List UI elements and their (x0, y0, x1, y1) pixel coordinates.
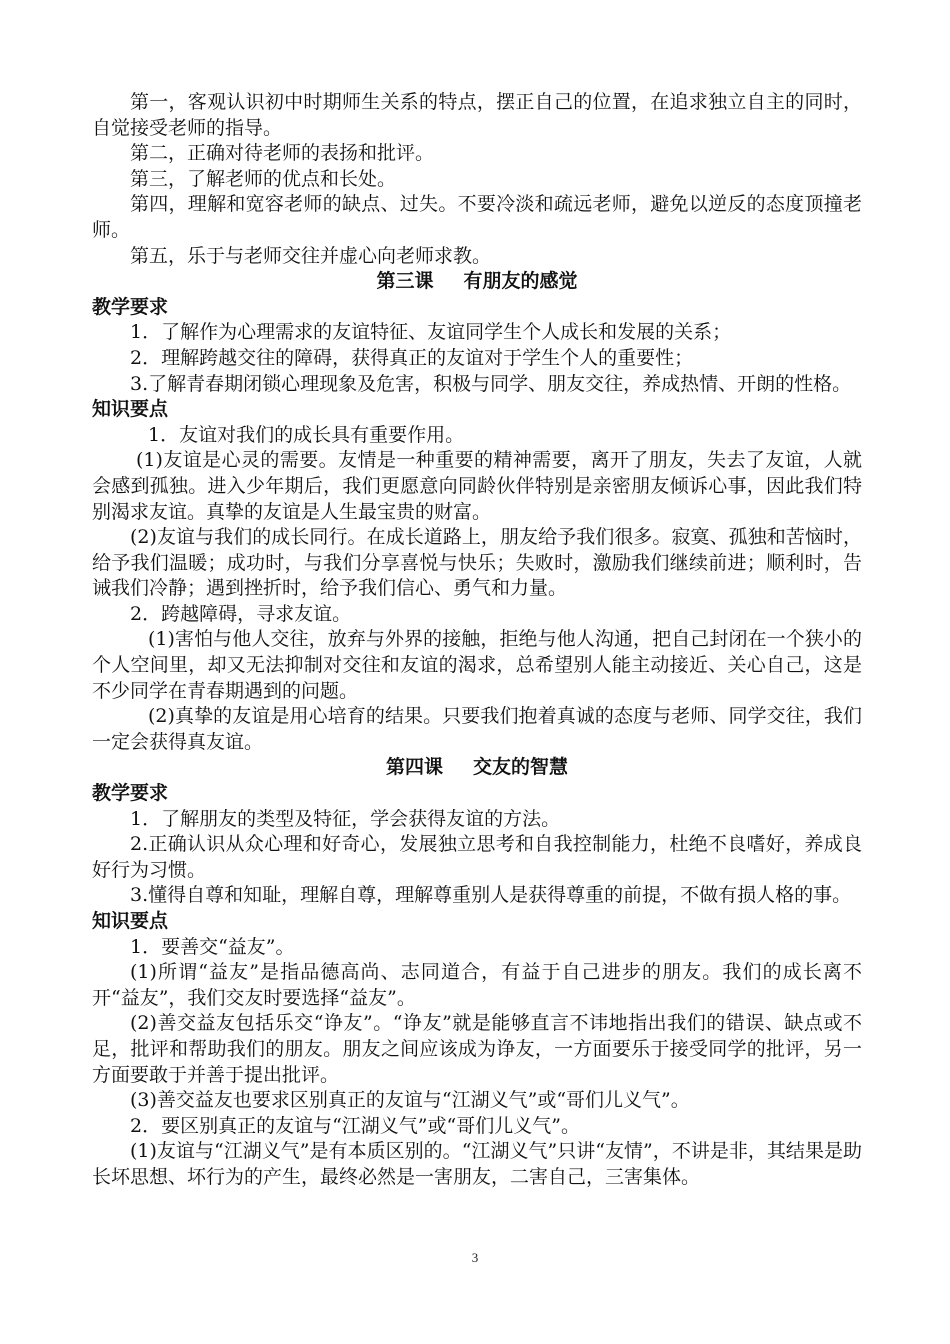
section-heading: 教学要求 (92, 782, 169, 805)
lesson-4-name: 交友的智慧 (473, 756, 569, 779)
list-item: 3.懂得自尊和知耻，理解自尊，理解尊重别人是获得尊重的前提，不做有损人格的事。 (130, 884, 852, 907)
page-number: 3 (471, 1250, 479, 1265)
paragraph: 第二，正确对待老师的表扬和批评。 (130, 142, 435, 165)
list-item: (2)真挚的友谊是用心培育的结果。只要我们抱着真诚的态度与老师、同学交往，我们一定会获得真友谊。 (92, 705, 862, 753)
list-item: 1．友谊对我们的成长具有重要作用。 (148, 423, 465, 446)
document-page (92, 90, 862, 1191)
list-item: (3)善交益友也要求区别真正的友谊与“江湖义气”或“哥们儿义气”。 (130, 1089, 690, 1112)
section-heading: 知识要点 (92, 398, 169, 421)
list-item: (1)害怕与他人交往，放弃与外界的接触，拒绝与他人沟通，把自己封闭在一个狭小的个人空间里，却又无法抑制对交往和友谊的渴求，总希望别人能主动接近、关心自己，这是不少同学在青春期遇到的问题。 (92, 628, 862, 702)
list-item: 2．要区别真正的友谊与“江湖义气”或“哥们儿义气”。 (130, 1114, 580, 1137)
list-item: (1)友谊是心灵的需要。友情是一种重要的精神需要，离开了朋友，失去了友谊，人就会感到孤独。进入少年期后，我们更愿意向同龄伙伴特别是亲密朋友倾诉心事，因此我们特别渴求友谊。真挚的友谊是人生最宝贵的财富。 (92, 449, 862, 523)
list-item: 1．了解朋友的类型及特征，学会获得友谊的方法。 (130, 807, 561, 830)
lesson-4-number: 第四课 (385, 756, 443, 779)
list-item: (1)友谊与“江湖义气”是有本质区别的。“江湖义气”只讲“友情”，不讲是非，其结果是助长坏思想、坏行为的产生，最终必然是一害朋友，二害自己，三害集体。 (92, 1140, 862, 1188)
lesson-4-title (92, 755, 862, 781)
lesson-3-title (92, 269, 862, 295)
list-item: 2．跨越障碍，寻求友谊。 (130, 602, 352, 625)
list-item: 1．要善交“益友”。 (130, 935, 295, 958)
section-heading: 教学要求 (92, 295, 169, 318)
section-heading: 知识要点 (92, 910, 169, 932)
list-item: (1)所谓“益友”是指品德高尚、志同道合，有益于自己进步的朋友。我们的成长离不开“益友”，我们交友时要选择“益友”。 (92, 961, 862, 1009)
paragraph: 第四，理解和宽容老师的缺点、过失。不要冷淡和疏远老师，避免以逆反的态度顶撞老师。 (92, 193, 862, 241)
list-item: 2．理解跨越交往的障碍，获得真正的友谊对于学生个人的重要性； (130, 346, 694, 369)
list-item: 2.正确认识从众心理和好奇心，发展独立思考和自我控制能力，杜绝不良嗜好，养成良好行为习惯。 (92, 833, 862, 881)
paragraph: 第三，了解老师的优点和长处。 (130, 167, 397, 190)
paragraph: 第五，乐于与老师交往并虚心向老师求教。 (130, 244, 492, 267)
list-item: (2)友谊与我们的成长同行。在成长道路上，朋友给予我们很多。寂寞、孤独和苦恼时，给予我们温暖；成功时，与我们分享喜悦与快乐；失败时，激励我们继续前进；顺利时，告诫我们冷静；遇到挫折时，给予我们信心、勇气和力量。 (92, 526, 862, 600)
lesson-3-number: 第三课 (376, 270, 434, 293)
lesson-3-name: 有朋友的感觉 (463, 270, 578, 293)
list-item: 1．了解作为心理需求的友谊特征、友谊同学生个人成长和发展的关系； (130, 321, 732, 344)
list-item: (2)善交益友包括乐交“诤友”。“诤友”就是能够直言不讳地指出我们的错误、缺点或不足，批评和帮助我们的朋友。朋友之间应该成为诤友，一方面要乐于接受同学的批评，另一方面要敢于并善于提出批评。 (92, 1012, 862, 1086)
list-item: 3.了解青春期闭锁心理现象及危害，积极与同学、朋友交往，养成热情、开朗的性格。 (130, 372, 852, 395)
paragraph: 第一，客观认识初中时期师生关系的特点，摆正自己的位置，在追求独立自主的同时，自觉接受老师的指导。 (92, 91, 862, 139)
